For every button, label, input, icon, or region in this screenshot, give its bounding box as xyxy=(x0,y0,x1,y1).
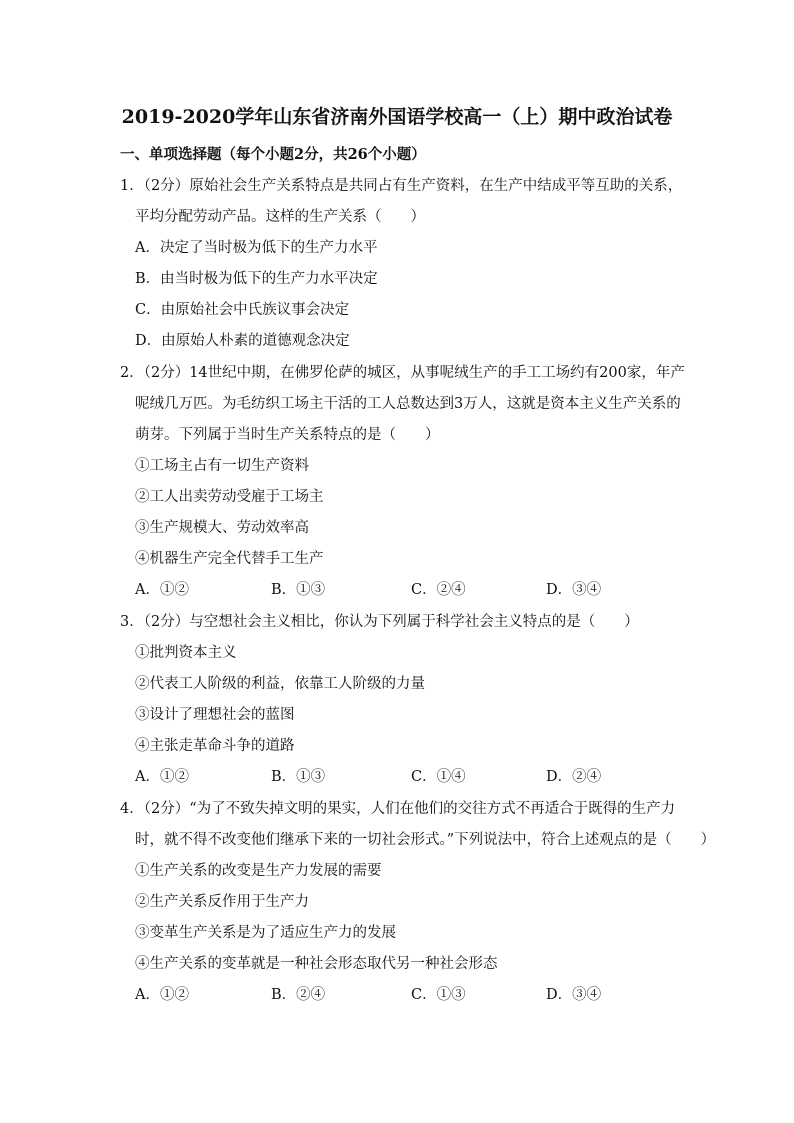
question-3-choices xyxy=(135,766,695,788)
question-2-statement-3: ③生产规模大、劳动效率高 xyxy=(135,520,309,536)
question-4-choice-d: D．③④ xyxy=(546,987,602,1003)
section-heading: 一、单项选择题（每个小题2分，共26个小题） xyxy=(120,146,426,163)
question-2-choice-c: C．②④ xyxy=(411,582,466,598)
question-2-choice-b: B．①③ xyxy=(271,582,326,598)
question-2-choice-d: D．③④ xyxy=(546,582,602,598)
question-4-choice-b: B．②④ xyxy=(271,987,326,1003)
question-2-statement-1: ①工场主占有一切生产资料 xyxy=(135,458,309,474)
question-3-statement-3: ③设计了理想社会的蓝图 xyxy=(135,707,295,723)
question-2-choices xyxy=(135,579,695,601)
question-2-statement-4: ④机器生产完全代替手工生产 xyxy=(135,551,324,567)
question-3-line-1: 3．（2分）与空想社会主义相比，你认为下列属于科学社会主义特点的是（ ） xyxy=(120,614,639,630)
question-3-statement-1: ①批判资本主义 xyxy=(135,645,237,661)
question-4-statement-1: ①生产关系的改变是生产力发展的需要 xyxy=(135,863,382,879)
page-title: 2019-2020学年山东省济南外国语学校高一（上）期中政治试卷 xyxy=(121,106,673,128)
question-1-line-1: 1．（2分）原始社会生产关系特点是共同占有生产资料，在生产中结成平等互助的关系， xyxy=(120,178,683,194)
question-3-choice-b: B．①③ xyxy=(271,769,326,785)
question-1-option-d: D．由原始人朴素的道德观念决定 xyxy=(135,333,350,349)
question-4-statement-2: ②生产关系反作用于生产力 xyxy=(135,894,309,910)
question-2-statement-2: ②工人出卖劳动受雇于工场主 xyxy=(135,489,324,505)
question-1-option-a: A．决定了当时极为低下的生产力水平 xyxy=(135,240,378,256)
question-4-line-1: 4．（2分）“为了不致失掉文明的果实，人们在他们的交往方式不再适合于既得的生产力 xyxy=(120,801,676,817)
question-3-choice-d: D．②④ xyxy=(546,769,602,785)
question-4-line-2: 时，就不得不改变他们继承下来的一切社会形式。”下列说法中，符合上述观点的是（ ） xyxy=(135,832,716,848)
question-1-option-b: B．由当时极为低下的生产力水平决定 xyxy=(135,271,378,287)
question-3-choice-a: A．①② xyxy=(135,769,189,785)
question-4-choice-c: C．①③ xyxy=(411,987,466,1003)
question-4-statement-3: ③变革生产关系是为了适应生产力的发展 xyxy=(135,925,396,941)
question-2-line-2: 呢绒几万匹。为毛纺织工场主干活的工人总数达到3万人，这就是资本主义生产关系的 xyxy=(135,396,681,412)
question-1-option-c: C．由原始社会中氏族议事会决定 xyxy=(135,302,350,318)
question-1-line-2: 平均分配劳动产品。这样的生产关系（ ） xyxy=(135,209,425,225)
question-2-choice-a: A．①② xyxy=(135,582,189,598)
question-3-statement-4: ④主张走革命斗争的道路 xyxy=(135,738,295,754)
question-3-statement-2: ②代表工人阶级的利益，依靠工人阶级的力量 xyxy=(135,676,425,692)
question-4-choices xyxy=(135,984,695,1006)
question-2-line-3: 萌芽。下列属于当时生产关系特点的是（ ） xyxy=(135,427,440,443)
question-2-line-1: 2．（2分）14世纪中期，在佛罗伦萨的城区，从事呢绒生产的手工工场约有200家，年产 xyxy=(120,365,685,381)
question-4-choice-a: A．①② xyxy=(135,987,189,1003)
question-3-choice-c: C．①④ xyxy=(411,769,466,785)
question-4-statement-4: ④生产关系的变革就是一种社会形态取代另一种社会形态 xyxy=(135,956,498,972)
